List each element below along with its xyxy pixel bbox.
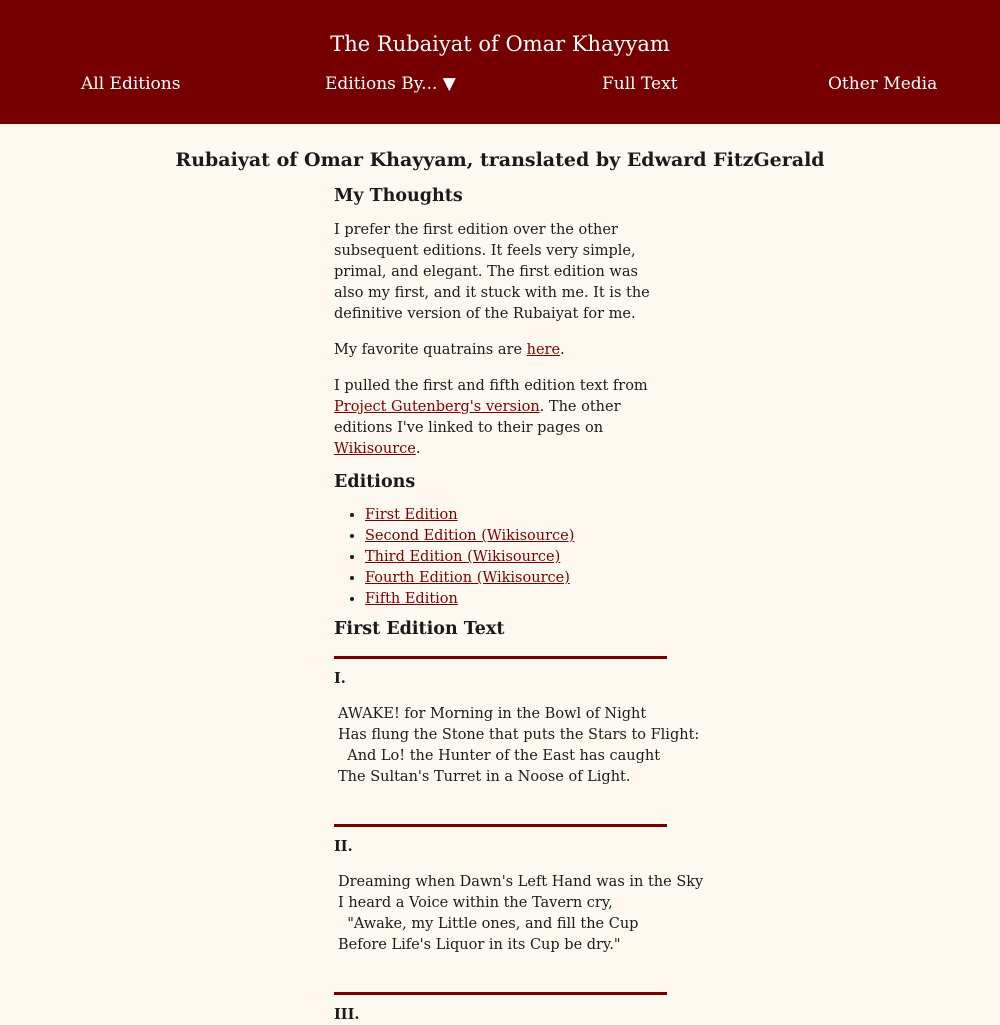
source-paragraph: I pulled the first and fifth edition text from Project Gutenberg's version. The other editions I've linked to their pages on Wikisource. xyxy=(334,378,648,457)
quatrain-number: I. xyxy=(334,670,346,687)
quatrain-number: II. xyxy=(334,838,353,855)
list-item xyxy=(365,589,667,610)
site-title[interactable]: The Rubaiyat of Omar Khayyam xyxy=(330,32,670,56)
my-thoughts-heading: My Thoughts xyxy=(334,186,463,206)
wikisource-link[interactable]: Wikisource xyxy=(334,441,416,457)
list-item xyxy=(365,505,667,526)
list-item xyxy=(365,547,667,568)
quatrain-line: I heard a Voice within the Tavern cry, xyxy=(338,895,613,911)
nav-all-editions[interactable]: All Editions xyxy=(81,74,181,94)
site-header xyxy=(0,0,1000,124)
editions-list xyxy=(334,505,667,610)
main-content xyxy=(334,182,704,1025)
quatrain-line: The Sultan's Turret in a Noose of Light. xyxy=(338,769,631,785)
nav-full-text[interactable]: Full Text xyxy=(602,74,678,94)
quatrain-line: Has flung the Stone that puts the Stars to Flight: xyxy=(338,727,700,743)
list-item xyxy=(365,526,667,547)
fifth-edition-link[interactable]: Fifth Edition xyxy=(365,591,458,607)
first-edition-link[interactable]: First Edition xyxy=(365,507,458,523)
nav-editions-by-dropdown[interactable]: Editions By... ▼ xyxy=(325,74,456,94)
quatrain-text xyxy=(334,704,700,788)
second-edition-link[interactable]: Second Edition (Wikisource) xyxy=(365,528,575,544)
quatrain-line: AWAKE! for Morning in the Bowl of Night xyxy=(338,706,647,722)
quatrain-line: Dreaming when Dawn's Left Hand was in the Sky xyxy=(338,874,704,890)
first-edition-text-heading: First Edition Text xyxy=(334,619,505,639)
page-title: Rubaiyat of Omar Khayyam, translated by Edward FitzGerald xyxy=(175,149,825,171)
nav-other-media[interactable]: Other Media xyxy=(828,74,938,94)
quatrain-number: III. xyxy=(334,1006,360,1023)
favorites-paragraph: My favorite quatrains are here. xyxy=(334,342,565,358)
quatrain-line: "Awake, my Little ones, and fill the Cup xyxy=(338,916,639,932)
third-edition-link[interactable]: Third Edition (Wikisource) xyxy=(365,549,561,565)
quatrain-line: And Lo! the Hunter of the East has caught xyxy=(338,748,661,764)
gutenberg-link[interactable]: Project Gutenberg's version xyxy=(334,399,540,415)
favorites-link[interactable]: here xyxy=(526,342,561,358)
thoughts-paragraph: I prefer the first edition over the other subsequent editions. It feels very simple, primal, and elegant. The first edition was also my first, and it stuck with me. It is the definitive version of the Rubaiyat for me. xyxy=(334,222,650,322)
quatrain-text xyxy=(334,872,704,956)
quatrain-line: Before Life's Liquor in its Cup be dry." xyxy=(338,937,621,953)
list-item xyxy=(365,568,667,589)
fourth-edition-link[interactable]: Fourth Edition (Wikisource) xyxy=(365,570,570,586)
editions-heading: Editions xyxy=(334,472,416,492)
main-nav xyxy=(0,71,1000,99)
